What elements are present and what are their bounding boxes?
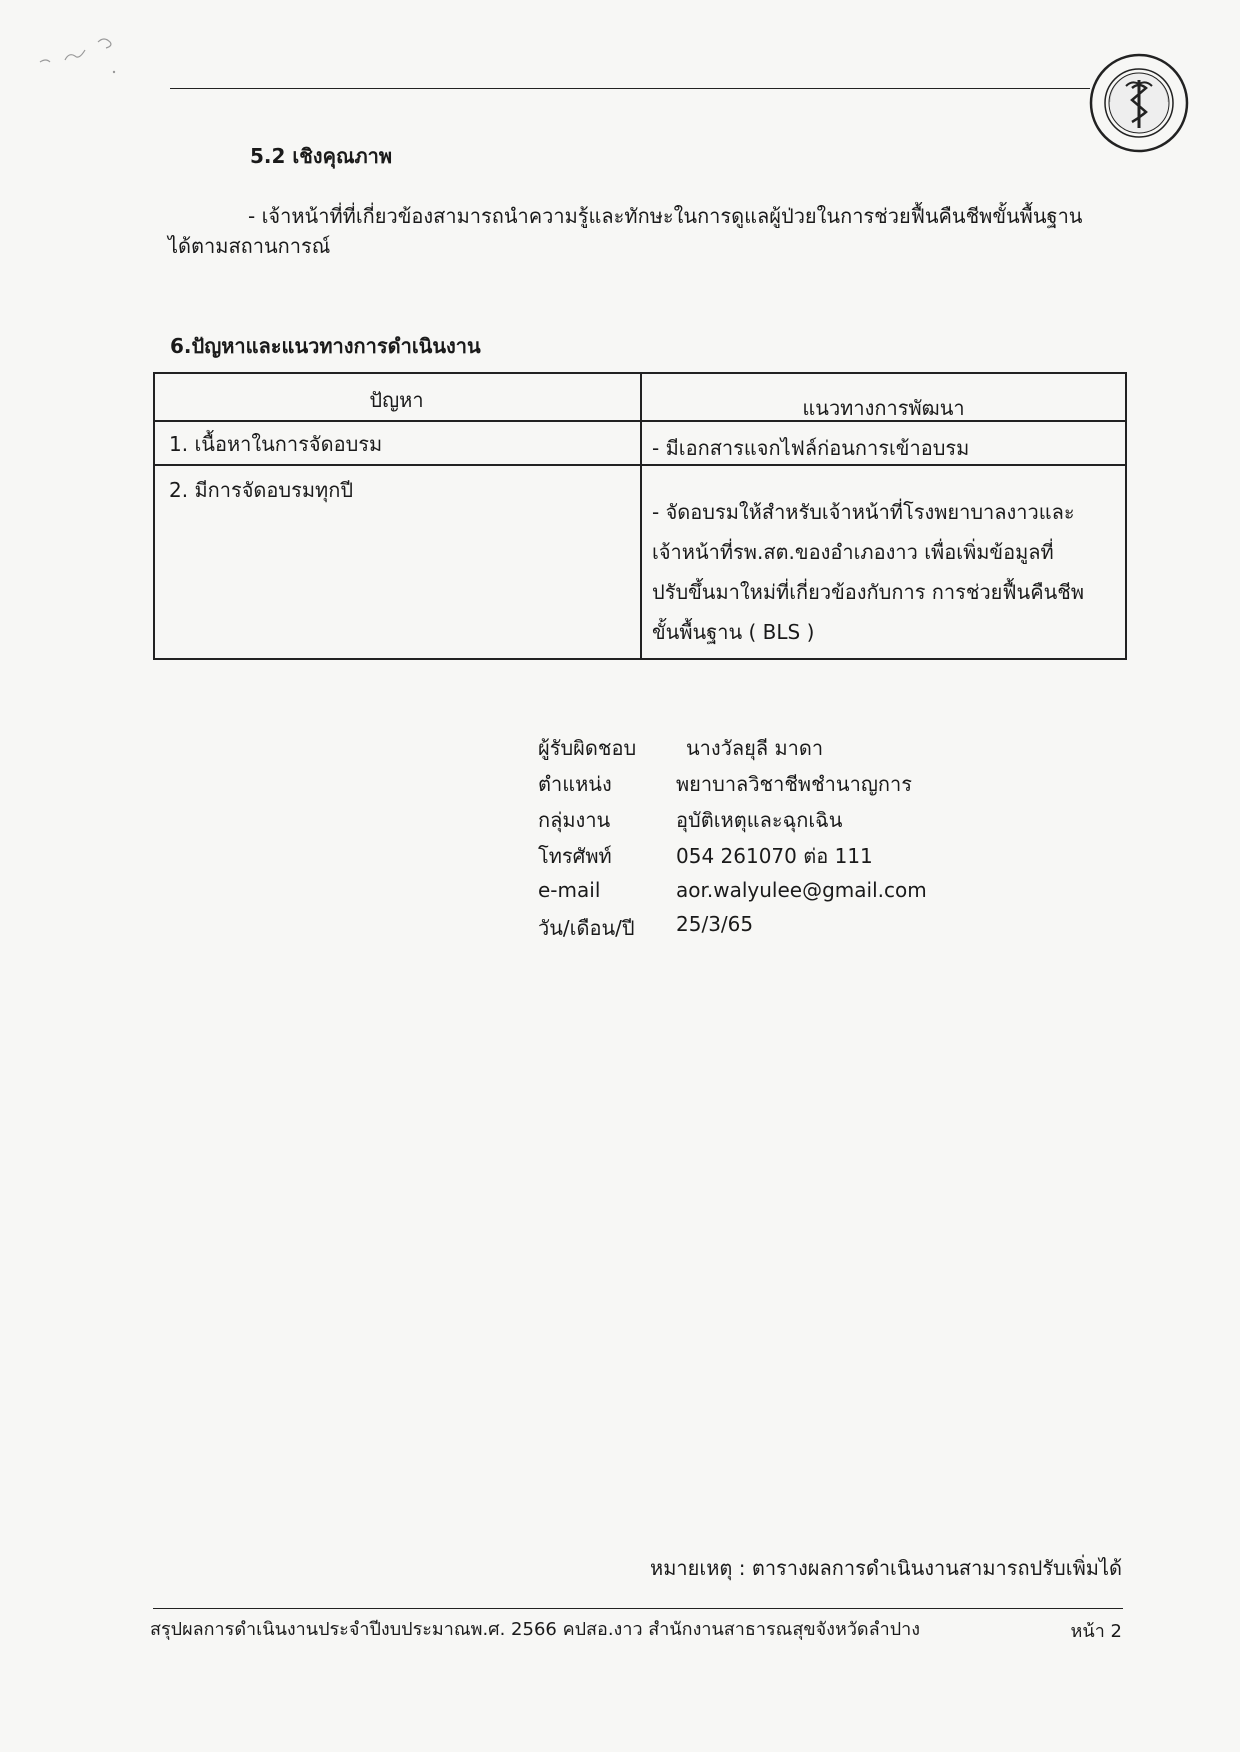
date-label: วัน/เดือน/ปี	[538, 916, 635, 940]
remark-note: หมายเหตุ : ตารางผลการดำเนินงานสามารถปรับเพิ่มได้	[650, 1556, 1122, 1580]
table-row-2-solution-line4: ขั้นพื้นฐาน ( BLS )	[652, 620, 815, 644]
table-row-divider	[153, 464, 1127, 466]
group-value: อุบัติเหตุและฉุกเฉิน	[676, 808, 843, 832]
table-header-problem: ปัญหา	[369, 388, 424, 412]
table-row-1-solution: - มีเอกสารแจกไฟล์ก่อนการเข้าอบรม	[652, 436, 970, 460]
contact-row-email	[538, 878, 1038, 914]
contact-row-responsible	[538, 732, 1038, 768]
phone-label: โทรศัพท์	[538, 844, 612, 868]
responsible-value: นางวัลยุลี มาดา	[686, 736, 824, 760]
position-label: ตำแหน่ง	[538, 772, 612, 796]
contact-row-position	[538, 768, 1038, 804]
scan-artifact-marks	[20, 20, 130, 80]
footer-rule	[153, 1608, 1123, 1609]
contact-row-phone	[538, 840, 1038, 876]
group-label: กลุ่มงาน	[538, 808, 611, 832]
table-row-2-solution-line3: ปรับขึ้นมาใหม่ที่เกี่ยวข้องกับการ การช่วยฟื้นคืนชีพ	[652, 580, 1085, 604]
responsible-label: ผู้รับผิดชอบ	[538, 736, 637, 760]
page-number: หน้า 2	[1070, 1621, 1122, 1642]
table-row-2-problem: 2. มีการจัดอบรมทุกปี	[169, 478, 354, 502]
email-label: e-mail	[538, 878, 601, 902]
footer-text: สรุปผลการดำเนินงานประจำปีงบประมาณพ.ศ. 2566 คปสอ.งาว สำนักงานสาธารณสุขจังหวัดลำปาง	[150, 1619, 921, 1640]
section-5-2-heading: 5.2 เชิงคุณภาพ	[250, 144, 393, 168]
table-row-2-solution-line2: เจ้าหน้าที่รพ.สต.ของอำเภองาว เพื่อเพิ่มข้อมูลที่	[652, 540, 1054, 564]
phone-value: 054 261070 ต่อ 111	[676, 844, 873, 868]
section-5-2-text-line1: - เจ้าหน้าที่ที่เกี่ยวข้องสามารถนำความรู้และทักษะในการดูแลผู้ป่วยในการช่วยฟื้นคืนชีพขั้นพื้นฐาน	[248, 204, 1083, 228]
problems-table	[153, 372, 1127, 660]
table-header-solution: แนวทางการพัฒนา	[802, 396, 965, 420]
email-value: aor.walyulee@gmail.com	[676, 878, 927, 902]
contact-row-group	[538, 804, 1038, 840]
position-value: พยาบาลวิชาชีพชำนาญการ	[676, 772, 912, 796]
contact-row-date	[538, 912, 1038, 948]
date-value: 25/3/65	[676, 912, 754, 936]
table-row-2-solution-line1: - จัดอบรมให้สำหรับเจ้าหน้าที่โรงพยาบาลงาวและ	[652, 500, 1075, 524]
table-row-1-problem: 1. เนื้อหาในการจัดอบรม	[169, 432, 383, 456]
section-5-2-text-line2: ได้ตามสถานการณ์	[168, 234, 331, 258]
section-6-heading: 6.ปัญหาและแนวทางการดำเนินงาน	[170, 334, 481, 358]
header-rule	[170, 88, 1090, 89]
ministry-seal-icon	[1088, 52, 1190, 154]
